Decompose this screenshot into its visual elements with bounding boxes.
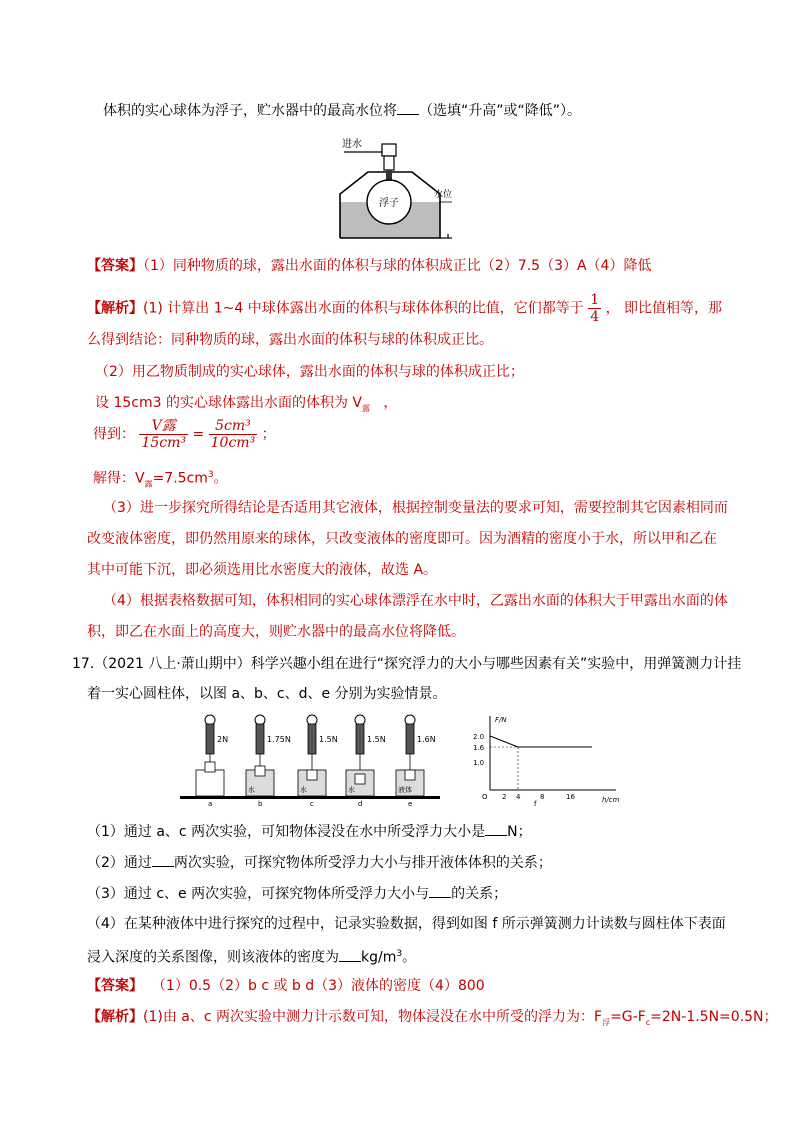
intro-text: 体积的实心球体为浮子，贮水器中的最高水位将 xyxy=(103,103,397,119)
valve-rod xyxy=(386,170,392,180)
question-text: 浸入深度的关系图像，则该液体的密度为 xyxy=(87,949,339,966)
panel-letter: f xyxy=(534,800,537,807)
fraction-denominator: 4 xyxy=(590,309,600,325)
superscript: 3 xyxy=(396,949,403,959)
cylinder-block xyxy=(205,762,215,772)
graph-ytick: 2.0 xyxy=(473,733,485,741)
intro-line xyxy=(103,100,581,121)
analysis-16-p3 xyxy=(95,393,397,419)
liquid-label: 水 xyxy=(300,786,307,794)
subscript: 露 xyxy=(144,479,153,489)
spring-scale xyxy=(308,724,316,754)
analysis-16-line1 xyxy=(87,292,722,325)
panel-letter: b xyxy=(258,800,263,807)
answer-tag: 【答案】 xyxy=(87,258,143,274)
answer-tag: 【答案】 xyxy=(87,978,143,994)
hand-icon xyxy=(405,715,415,725)
scale-reading: 1.5N xyxy=(319,735,338,744)
stand-base xyxy=(230,796,290,799)
q17-sub4-l2 xyxy=(87,944,416,968)
answer-blank xyxy=(485,821,507,836)
float-label: 浮子 xyxy=(379,198,399,209)
question-text: 。 xyxy=(402,949,417,966)
answer-text: （1）同种物质的球，露出水面的体积与球的体积成正比（2）7.5（3）A（4）降低 xyxy=(143,258,652,274)
cylinder-block xyxy=(355,774,365,784)
panel-letter: c xyxy=(310,800,314,807)
graph-xtick: 16 xyxy=(566,793,575,801)
fraction-left xyxy=(139,418,188,451)
graph-ytick: 1.0 xyxy=(473,759,485,767)
question-text: 的关系； xyxy=(451,886,508,902)
graph-xlabel: h/cm xyxy=(602,796,620,804)
graph-xtick: O xyxy=(482,793,488,801)
analysis-16-p7-l2: 积，即乙在水面上的高度大，则贮水器中的最高水位将降低。 xyxy=(87,624,465,640)
analysis-16-equation xyxy=(93,418,276,451)
q17-sub1 xyxy=(87,821,532,842)
subscript: 露 xyxy=(361,403,370,413)
stand-base xyxy=(380,796,440,799)
fraction-numerator: V露 xyxy=(139,418,188,435)
liquid-label: 水 xyxy=(348,786,355,794)
analysis-text: (1) 计算出 1~4 中球体露出水面的体积与球体体积的比值，它们都等于 xyxy=(143,300,584,317)
intro-text-end: （选填“升高”或“降低”）。 xyxy=(419,103,582,119)
analysis-tag: 【解析】 xyxy=(87,1009,143,1025)
scale-reading: 1.6N xyxy=(417,735,436,744)
equals-sign: = xyxy=(192,426,205,443)
q17-sub2 xyxy=(87,852,552,873)
graph-xtick: 8 xyxy=(540,793,545,801)
question-text: kg/m xyxy=(361,949,397,966)
fraction-right xyxy=(209,418,258,451)
question-text: 两次实验，可探究物体所受浮力大小与排开液体体积的关系； xyxy=(173,855,552,871)
buoyancy-experiment-figure xyxy=(160,712,620,807)
question-text: （1）通过 a、c 两次实验，可知物体浸没在水中所受浮力大小是 xyxy=(87,824,486,840)
float-valve-diagram xyxy=(330,136,456,244)
equation-suffix: ； xyxy=(261,426,276,443)
answer-blank xyxy=(429,883,451,898)
analysis-16-p6-l3: 其中可能下沉，即必须选用比水密度大的液体，故选 A。 xyxy=(87,562,438,578)
graph-xtick: 4 xyxy=(516,793,521,801)
question-17-stem-l1: 17.（2021 八上·萧山期中）科学兴趣小组在进行“探究浮力的大小与哪些因素有关”实验中，用弹簧测力计挂 xyxy=(72,656,742,672)
analysis-text: 。 xyxy=(213,470,228,487)
answer-blank xyxy=(152,852,174,867)
scale-reading: 1.5N xyxy=(367,735,386,744)
spring-scale xyxy=(256,724,264,754)
analysis-text: =2N-1.5N=0.5N； xyxy=(650,1009,778,1025)
analysis-text: 解得：V xyxy=(93,470,145,487)
q17-sub3 xyxy=(87,883,507,904)
hand-icon xyxy=(255,715,265,725)
hand-icon xyxy=(355,715,365,725)
answer-16 xyxy=(87,256,651,276)
answer-blank xyxy=(397,100,419,115)
analysis-16-p5 xyxy=(93,465,228,494)
graph-xtick: 2 xyxy=(502,793,507,801)
q17-sub4-l1: （4）在某种液体中进行探究的过程中，记录实验数据，得到如图 f 所示弹簧测力计读数与圆柱体下表面 xyxy=(87,916,726,932)
graph-ytick: 1.6 xyxy=(473,744,485,752)
panel-letter: a xyxy=(208,800,213,807)
spring-scale xyxy=(356,724,364,754)
fraction-numerator: 5cm³ xyxy=(209,418,258,435)
empty-container xyxy=(196,770,224,796)
answer-17 xyxy=(87,976,485,996)
analysis-17 xyxy=(87,1007,778,1033)
question-17-stem-l2: 着一实心圆柱体，以图 a、b、c、d、e 分别为实验情景。 xyxy=(87,686,447,702)
spring-scale xyxy=(406,724,414,754)
cylinder-block xyxy=(405,770,415,780)
analysis-text: 设 15cm3 的实心球体露出水面的体积为 V xyxy=(95,395,362,411)
liquid-label: 液体 xyxy=(398,786,412,794)
fraction-one-quarter xyxy=(588,292,601,325)
graph-f xyxy=(473,716,620,807)
graph-curve xyxy=(490,736,592,747)
question-text: N； xyxy=(507,824,532,840)
fraction-denominator: 10cm³ xyxy=(210,435,256,451)
cylinder-block xyxy=(307,770,317,780)
superscript: 3 xyxy=(207,470,214,480)
panel-letter: d xyxy=(358,800,363,807)
analysis-16-p7-l1: （4）根据表格数据可知，体积相同的实心球体漂浮在水中时，乙露出水面的体积大于甲露出水面的体 xyxy=(103,593,728,609)
level-label: 水位 xyxy=(434,190,453,200)
analysis-16-p6-l2: 改变液体密度，即仍然用原来的球体，只改变液体的密度即可。因为酒精的密度小于水，所以甲和乙在 xyxy=(87,531,717,547)
hand-icon xyxy=(307,715,317,725)
scale-reading: 1.75N xyxy=(267,735,291,744)
question-text: （3）通过 c、e 两次实验，可探究物体所受浮力大小与 xyxy=(87,886,430,902)
panel-letter: e xyxy=(408,800,413,807)
liquid-label: 水 xyxy=(248,786,255,794)
answer-blank xyxy=(339,947,361,962)
analysis-16-line2: 么得到结论：同种物质的球，露出水面的体积与球的体积成正比。 xyxy=(87,332,493,348)
equation-prefix: 得到： xyxy=(93,426,135,443)
analysis-text: (1)由 a、c 两次实验中测力计示数可知，物体浸没在水中所受的浮力为：F xyxy=(143,1009,603,1025)
fraction-numerator: 1 xyxy=(590,292,600,308)
analysis-16-p6-l1: （3）进一步探究所得结论是否适用其它液体，根据控制变量法的要求可知，需要控制其它因素相同而 xyxy=(103,500,728,516)
graph-ylabel: F/N xyxy=(495,716,507,724)
analysis-text: =7.5cm xyxy=(152,470,208,487)
answer-text: （1）0.5（2）b c 或 b d（3）液体的密度（4）800 xyxy=(151,978,485,994)
cylinder-block xyxy=(255,766,265,776)
subscript: 浮 xyxy=(602,1017,611,1027)
analysis-16-p2: （2）用乙物质制成的实心球体，露出水面的体积与球的体积成正比； xyxy=(95,364,524,380)
analysis-text: ， 即比值相等，那 xyxy=(605,300,723,317)
fraction-denominator: 15cm³ xyxy=(141,435,186,451)
inlet-label: 进水 xyxy=(342,139,362,150)
hand-icon xyxy=(205,715,215,725)
analysis-text: =G-F xyxy=(610,1009,646,1025)
analysis-text: ， xyxy=(383,395,398,411)
question-text: （2）通过 xyxy=(87,855,152,871)
spring-scale xyxy=(206,724,214,754)
analysis-tag: 【解析】 xyxy=(87,300,143,317)
subscript: c xyxy=(645,1017,651,1027)
scale-reading: 2N xyxy=(217,735,229,744)
